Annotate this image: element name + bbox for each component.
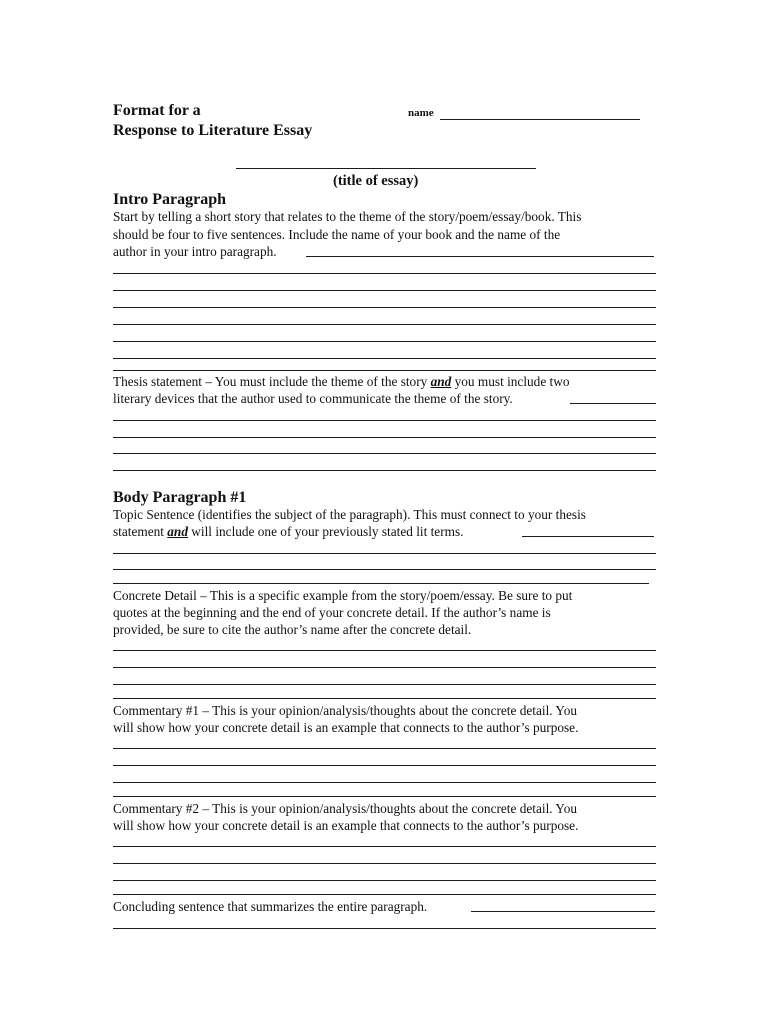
writing-line[interactable] [113,307,656,308]
concrete-detail-line1: Concrete Detail – This is a specific example from the story/poem/essay. Be sure to put [113,588,573,603]
writing-line[interactable] [113,453,656,454]
concrete-detail-line3: provided, be sure to cite the author’s name after the concrete detail. [113,622,472,637]
writing-line[interactable] [113,684,656,685]
writing-line[interactable] [113,470,656,471]
commentary2-line1: Commentary #2 – This is your opinion/analysis/thoughts about the concrete detail. You [113,801,577,816]
writing-line[interactable] [113,370,656,371]
writing-line[interactable] [113,553,656,554]
writing-line[interactable] [113,894,656,895]
thesis-instruction-line2: literary devices that the author used to communicate the theme of the story. [113,391,513,406]
body1-heading: Body Paragraph #1 [113,489,247,506]
worksheet-title-line2: Response to Literature Essay [113,122,313,139]
writing-line[interactable] [113,928,656,929]
intro-text-line3: author in your intro paragraph. [113,244,277,259]
writing-line[interactable] [306,256,654,257]
writing-line[interactable] [113,583,649,584]
commentary1-line1: Commentary #1 – This is your opinion/analysis/thoughts about the concrete detail. You [113,703,577,718]
writing-line[interactable] [522,536,654,537]
intro-heading: Intro Paragraph [113,191,227,208]
writing-line[interactable] [471,911,655,912]
writing-line[interactable] [113,420,656,421]
writing-line[interactable] [113,765,656,766]
writing-line[interactable] [113,273,656,274]
writing-line[interactable] [113,880,656,881]
essay-title-label: (title of essay) [333,173,419,189]
thesis-text-pre: Thesis statement – You must include the theme of the story [113,374,431,389]
writing-line[interactable] [113,650,656,651]
writing-line[interactable] [570,403,656,404]
writing-line[interactable] [113,437,656,438]
writing-line[interactable] [113,569,656,570]
topic-sentence-line1: Topic Sentence (identifies the subject of the paragraph). This must connect to your thesis [113,507,586,522]
concrete-detail-line2: quotes at the beginning and the end of your concrete detail. If the author’s name is [113,605,551,620]
topic-text-pre: statement [113,524,168,539]
writing-line[interactable] [113,324,656,325]
commentary2-line2: will show how your concrete detail is an example that connects to the author’s purpose. [113,818,579,833]
intro-text-line1: Start by telling a short story that relates to the theme of the story/poem/essay/book. This [113,209,582,224]
writing-line[interactable] [113,667,656,668]
name-field-line[interactable] [440,119,640,120]
writing-line[interactable] [113,796,656,797]
essay-title-field-line[interactable] [236,168,536,169]
topic-emphasis: and [167,524,188,539]
worksheet-title-line1: Format for a [113,102,201,119]
commentary1-line2: will show how your concrete detail is an example that connects to the author’s purpose. [113,720,579,735]
writing-line[interactable] [113,846,656,847]
concluding-sentence-label: Concluding sentence that summarizes the entire paragraph. [113,899,428,914]
writing-line[interactable] [113,863,656,864]
writing-line[interactable] [113,341,656,342]
topic-sentence-line2 [113,525,463,538]
writing-line[interactable] [113,748,656,749]
topic-text-post: will include one of your previously stated lit terms. [187,524,464,539]
writing-line[interactable] [113,290,656,291]
intro-text-line2: should be four to five sentences. Include the name of your book and the name of the [113,227,561,242]
thesis-emphasis: and [430,374,452,389]
thesis-instruction-line1 [113,375,570,388]
writing-line[interactable] [113,358,656,359]
writing-line[interactable] [113,698,656,699]
name-label: name [408,107,434,119]
thesis-text-post: you must include two [451,374,570,389]
writing-line[interactable] [113,782,656,783]
